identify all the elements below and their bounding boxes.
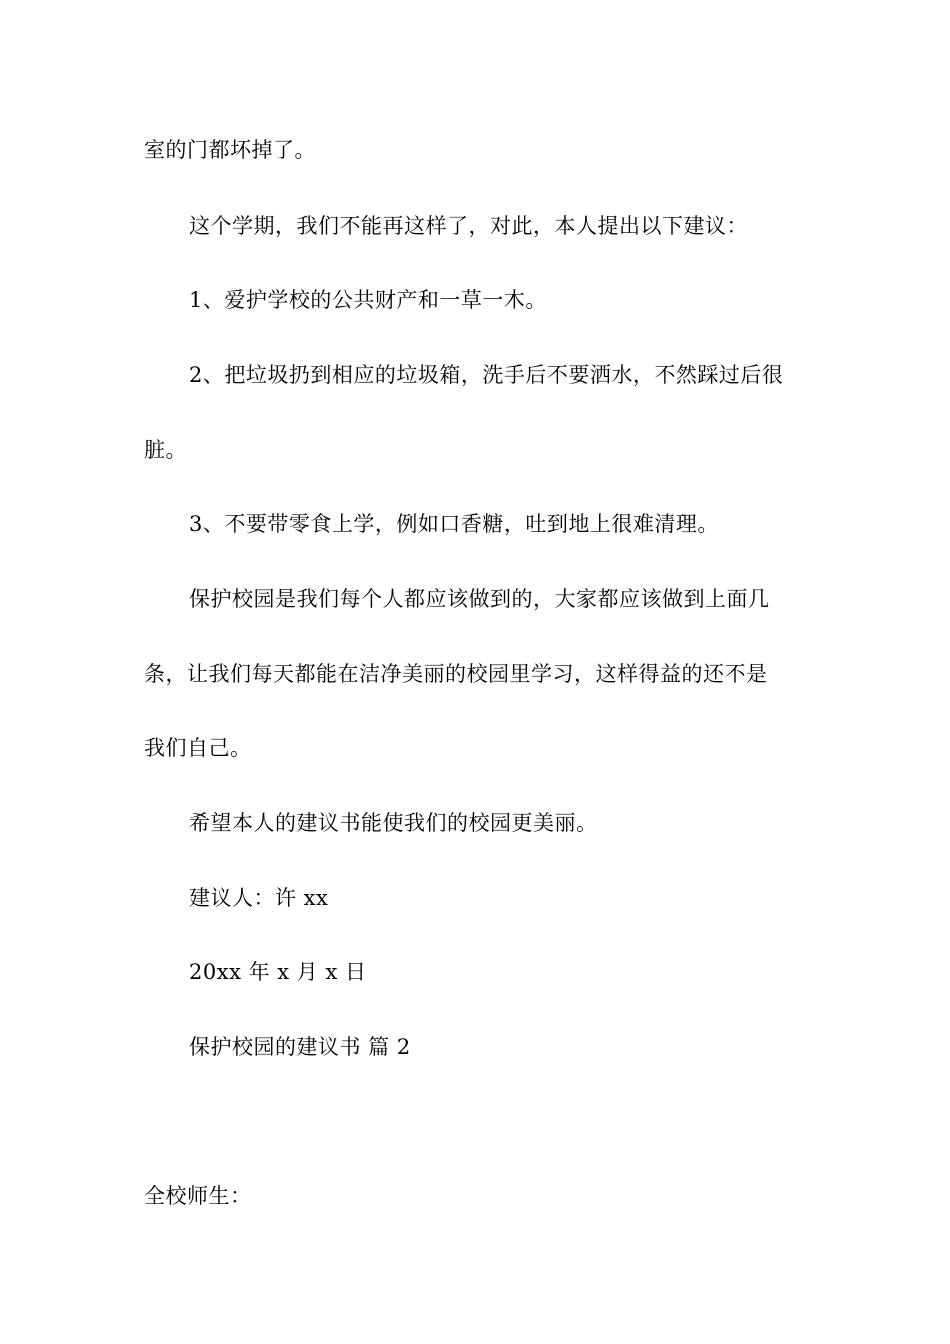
section-title: 保护校园的建议书 篇 2	[189, 1035, 411, 1059]
paragraph-conclusion: 保护校园是我们每个人都应该做到的，大家都应该做到上面几	[189, 587, 770, 611]
suggestion-item-2-cont: 脏。	[144, 438, 187, 462]
paragraph-wish: 希望本人的建议书能使我们的校园更美丽。	[189, 811, 598, 835]
suggestion-item-1: 1、爱护学校的公共财产和一草一木。	[189, 288, 547, 312]
signature-date: 20xx 年 x 月 x 日	[189, 960, 367, 984]
salutation: 全校师生：	[144, 1184, 252, 1208]
paragraph-conclusion-cont-1: 条，让我们每天都能在洁净美丽的校园里学习，这样得益的还不是	[144, 662, 768, 686]
suggestion-item-3: 3、不要带零食上学，例如口香糖，吐到地上很难清理。	[189, 512, 719, 536]
text-line-intro: 这个学期，我们不能再这样了，对此，本人提出以下建议：	[189, 214, 748, 238]
text-line-continuation: 室的门都坏掉了。	[144, 138, 316, 162]
suggestion-item-2: 2、把垃圾扔到相应的垃圾箱，洗手后不要洒水，不然踩过后很	[189, 363, 784, 387]
paragraph-conclusion-cont-2: 我们自己。	[144, 736, 252, 760]
signature-proposer: 建议人：许 xx	[189, 886, 329, 910]
